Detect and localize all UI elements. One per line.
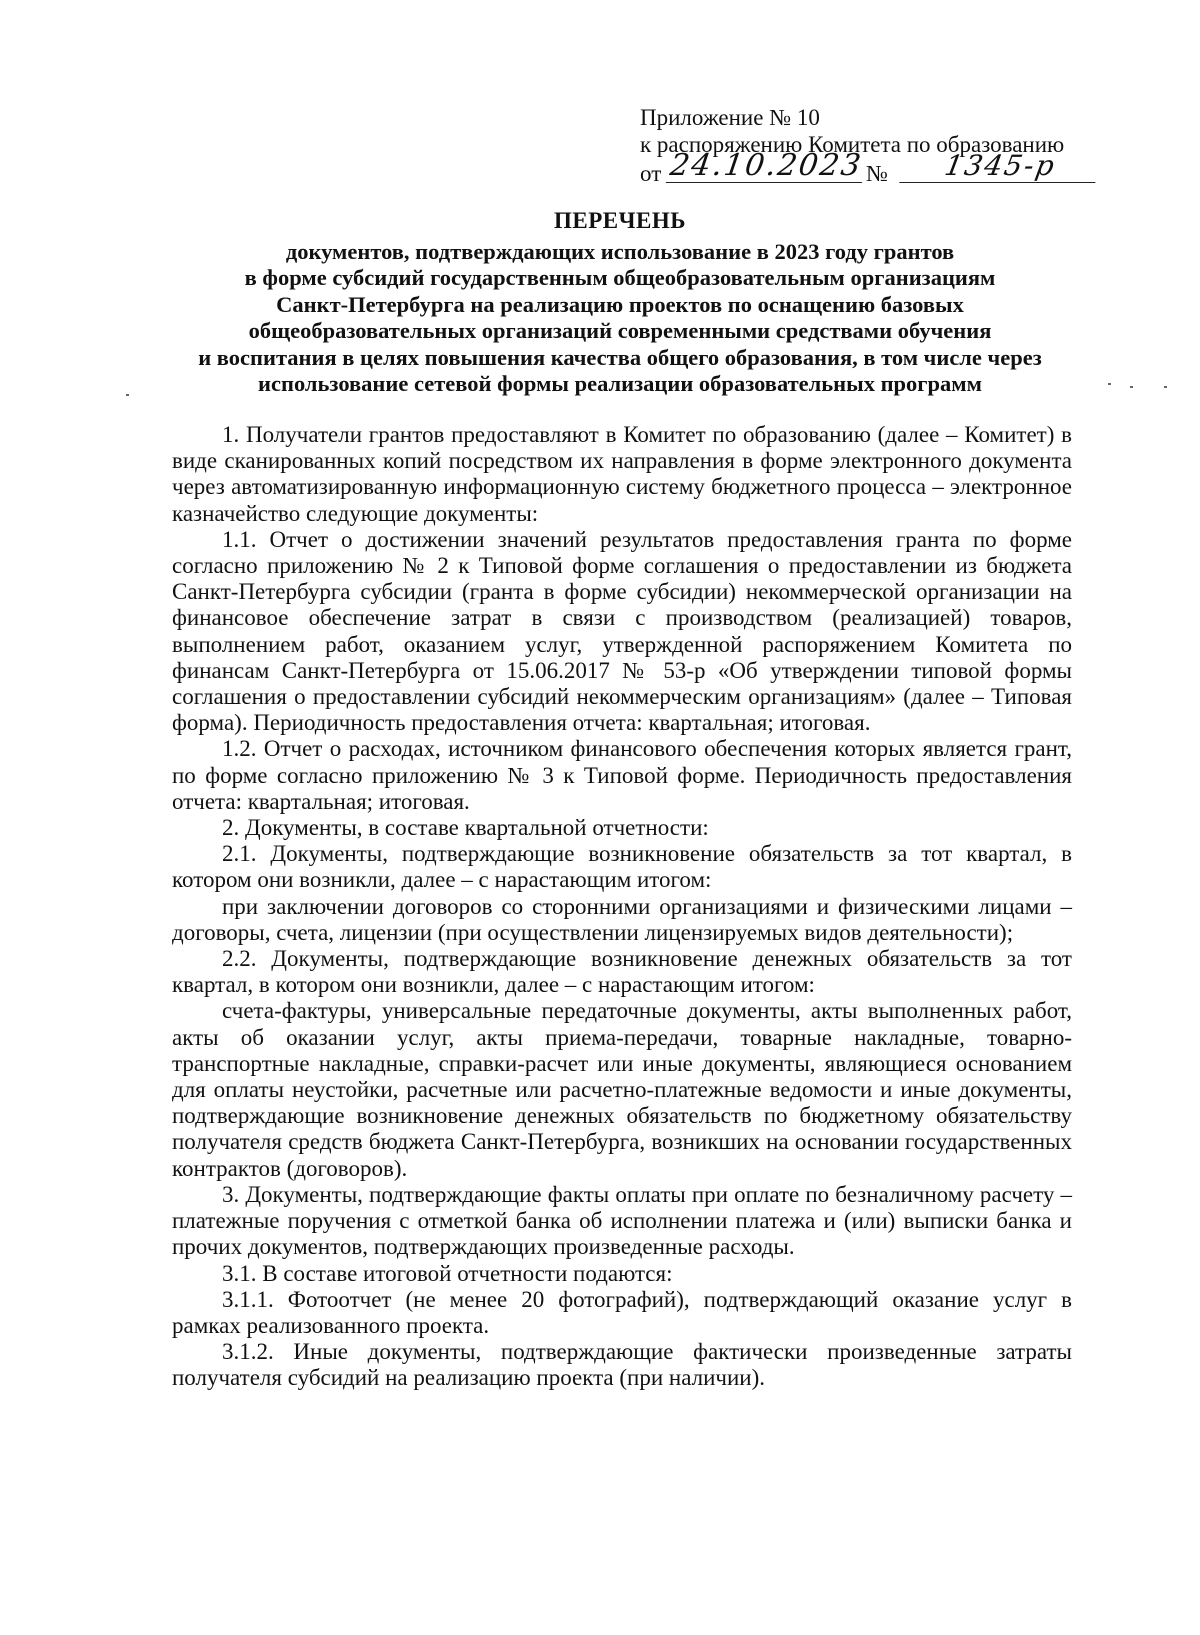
paragraph-1-2: 1.2. Отчет о расходах, источником финансового обеспечения которых является грант, по форме согласно приложению № 3 к Типовой форме. Периодичность предоставления отчета: квартальная; итоговая.	[172, 736, 1072, 814]
document-title	[160, 208, 1080, 398]
paragraph-2-2-invoices: счета-фактуры, универсальные передаточные документы, акты выполненных работ, акты об оказании услуг, акты приема-передачи, товарные накладные, товарно-транспортные накладные, справки-расчет или иные документы, являющиеся основанием для оплаты неустойки, расчетные или расчетно-платежные ведомости и иные документы, подтверждающие возникновение денежных обязательств по бюджетному обязательству получателя средств бюджета Санкт-Петербурга, возникших на основании государственных контрактов (договоров).	[172, 998, 1072, 1181]
order-date-number-row	[640, 148, 1100, 188]
title-main: ПЕРЕЧЕНЬ	[554, 208, 686, 233]
document-body	[172, 422, 1072, 1392]
date-prefix: от	[640, 161, 662, 186]
scan-artifact	[1130, 386, 1133, 388]
title-line: Санкт-Петербурга на реализацию проектов по оснащению базовых	[276, 291, 964, 317]
appendix-number: Приложение № 10	[640, 105, 820, 130]
handwritten-date: 24.10.2023	[666, 152, 866, 183]
paragraph-3-1-1: 3.1.1. Фотоотчет (не менее 20 фотографий), подтверждающий оказание услуг в рамках реализованного проекта.	[172, 1286, 1072, 1338]
scan-artifact	[1108, 383, 1111, 385]
paragraph-2: 2. Документы, в составе квартальной отчетности:	[222, 815, 709, 841]
appendix-header	[640, 104, 1100, 188]
scan-artifact	[126, 394, 129, 396]
handwritten-order-number: 1345-р	[899, 152, 1100, 183]
paragraph-2-2: 2.2. Документы, подтверждающие возникновение денежных обязательств за тот квартал, в котором они возникли, далее – с нарастающим итогом:	[172, 946, 1072, 998]
paragraph-1-1: 1.1. Отчет о достижении значений результатов предоставления гранта по форме согласно приложению № 2 к Типовой форме соглашения о предоставлении из бюджета Санкт-Петербурга субсидии (гранта в форме субсидии) некоммерческой организации на финансовое обеспечение затрат в связи с производством (реализацией) товаров, выполнением работ, оказанием услуг, утвержденной распоряжением Комитета по финансам Санкт-Петербурга от 15.06.2017 № 53-р «Об утверждении типовой формы соглашения о предоставлении субсидий некоммерческим организациям» (далее – Типовая форма). Периодичность предоставления отчета: квартальная; итоговая.	[172, 526, 1072, 736]
paragraph-3-1: 3.1. В составе итоговой отчетности подаются:	[222, 1260, 673, 1286]
title-line: и воспитания в целях повышения качества общего образования, в том числе через	[198, 344, 1042, 370]
title-line: использование сетевой формы реализации образовательных программ	[258, 371, 982, 396]
paragraph-3-1-2: 3.1.2. Иные документы, подтверждающие фактически произведенные затраты получателя субсидий на реализацию проекта (при наличии).	[172, 1339, 1072, 1391]
title-line: в форме субсидий государственным общеобразовательным организациям	[244, 265, 996, 290]
number-label: №	[866, 161, 888, 186]
paragraph-1: 1. Получатели грантов предоставляют в Комитет по образованию (далее – Комитет) в виде сканированных копий посредством их направления в форме электронного документа через автоматизированную информационную систему бюджетного процесса – электронное казначейство следующие документы:	[172, 422, 1072, 526]
scan-artifact	[1164, 386, 1167, 388]
title-line: документов, подтверждающих использование в 2023 году грантов	[285, 238, 955, 264]
title-line: общеобразовательных организаций современными средствами обучения	[248, 318, 992, 343]
paragraph-3: 3. Документы, подтверждающие факты оплаты при оплате по безналичному расчету – платежные поручения с отметкой банка об исполнении платежа и (или) выписки банка и прочих документов, подтверждающих произведенные расходы.	[172, 1181, 1072, 1260]
order-reference: к распоряжению Комитета по образованию	[640, 132, 1065, 157]
paragraph-2-1: 2.1. Документы, подтверждающие возникновение обязательств за тот квартал, в котором они возникли, далее – с нарастающим итогом:	[172, 841, 1072, 893]
paragraph-2-1-contracts: при заключении договоров со сторонними организациями и физическими лицами – договоры, счета, лицензии (при осуществлении лицензируемых видов деятельности);	[172, 893, 1072, 945]
